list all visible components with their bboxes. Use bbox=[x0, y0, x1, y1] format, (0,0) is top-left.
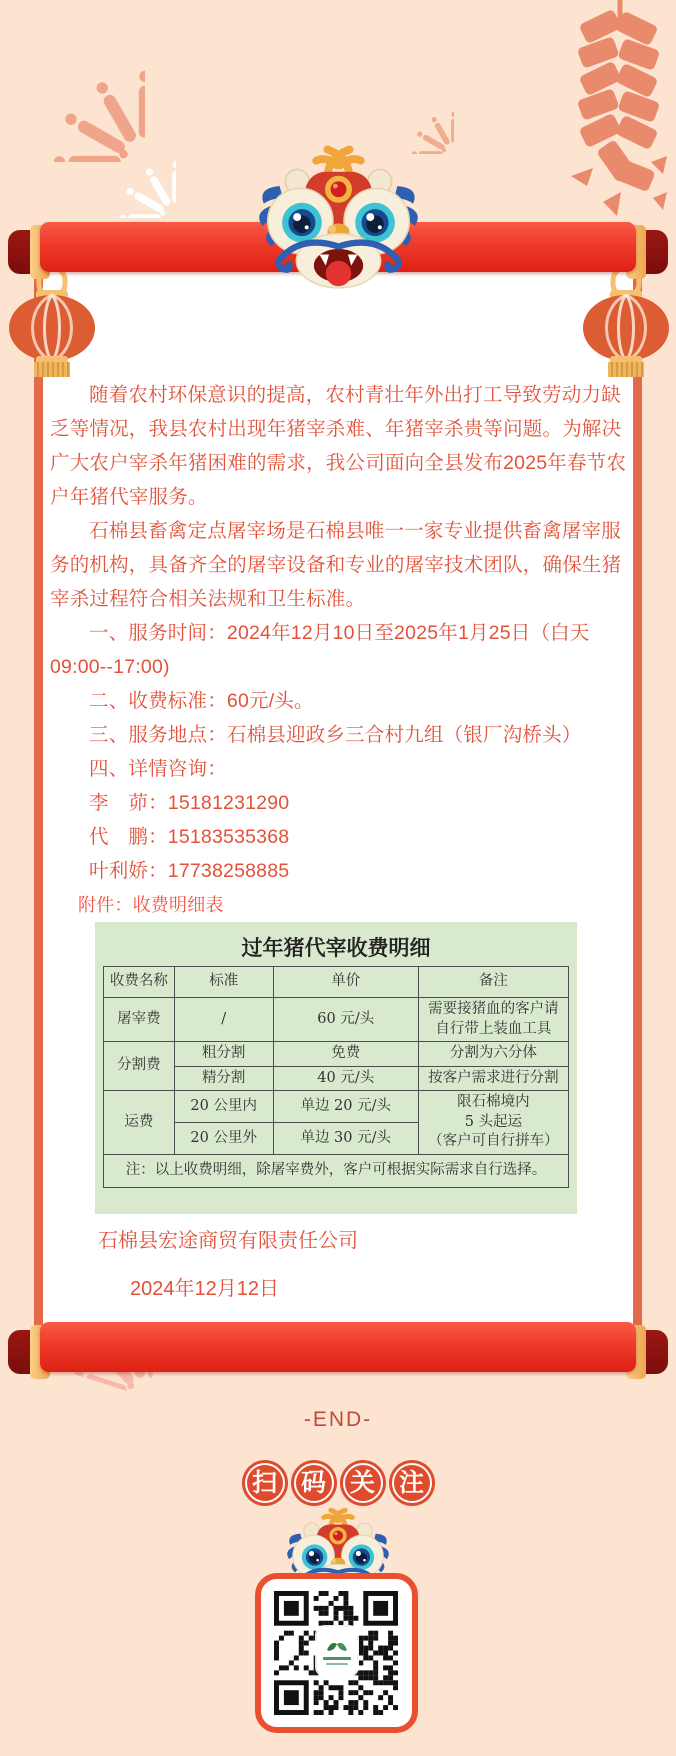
col-header: 单价 bbox=[273, 967, 418, 998]
qr-center-logo bbox=[317, 1627, 357, 1675]
follow-badge bbox=[340, 1460, 386, 1506]
fee-table-panel bbox=[95, 922, 577, 1214]
note-line: 自行带上装血工具 bbox=[435, 1020, 552, 1037]
standard-cell: 20 公里外 bbox=[174, 1123, 273, 1155]
follow-badge bbox=[291, 1460, 337, 1506]
table-row bbox=[104, 1042, 569, 1067]
badge-char: 扫 bbox=[251, 1468, 277, 1497]
table-footnote: 注：以上收费明细，除屠宰费外，客户可根据实际需求自行选择。 bbox=[104, 1154, 569, 1187]
scroll-red-rod bbox=[40, 1322, 636, 1372]
standard-cell: / bbox=[174, 998, 273, 1042]
price-cell: 40 元/头 bbox=[273, 1066, 418, 1091]
table-row bbox=[104, 1091, 569, 1123]
table-header-row bbox=[104, 967, 569, 998]
contact-phone: 代 鹏：15183535368 bbox=[89, 826, 290, 848]
paragraph-company-intro: 石棉县畜禽定点屠宰场是石棉县唯一一家专业提供畜禽屠宰服务的机构，具备齐全的屠宰设备和专业的屠宰技术团队，确保生猪宰杀过程符合相关法规和卫生标准。 bbox=[50, 520, 622, 610]
service-time-item: 一、服务时间：2024年12月10日至2025年1月25日（白天09:00--17:00) bbox=[50, 622, 590, 678]
paragraph-intro: 随着农村环保意识的提高，农村青壮年外出打工导致劳动力缺乏等情况，我县农村出现年猪宰杀难、年猪宰杀贵等问题。为解决广大农户宰杀年猪困难的需求，我公司面向全县发布2025年春节农户年猪代宰服务。 bbox=[50, 384, 627, 508]
end-divider-label: -END- bbox=[303, 1408, 373, 1431]
table-row bbox=[104, 1066, 569, 1091]
note-line: 限石棉境内 bbox=[457, 1094, 530, 1111]
price-cell: 60 元/头 bbox=[273, 998, 418, 1042]
price-cell: 单边 30 元/头 bbox=[273, 1123, 418, 1155]
standard-cell: 精分割 bbox=[174, 1066, 273, 1091]
fee-name-cell: 运费 bbox=[104, 1091, 175, 1155]
standard-cell: 粗分割 bbox=[174, 1042, 273, 1067]
badge-char: 码 bbox=[300, 1468, 326, 1497]
follow-badge bbox=[242, 1460, 288, 1506]
note-cell: 分割为六分体 bbox=[418, 1042, 568, 1067]
firework-burst-top-left bbox=[0, 0, 145, 162]
standard-cell: 20 公里内 bbox=[174, 1091, 273, 1123]
scroll-bottom-bar bbox=[0, 1320, 676, 1390]
logo-text-line bbox=[323, 1657, 351, 1660]
firework-burst-white bbox=[58, 100, 176, 218]
table-row bbox=[104, 998, 569, 1042]
col-header: 收费名称 bbox=[104, 967, 175, 998]
leaf-logo-icon bbox=[325, 1638, 349, 1654]
badge-char: 注 bbox=[398, 1468, 424, 1497]
issue-date: 2024年12月12日 bbox=[130, 1278, 279, 1300]
note-cell bbox=[418, 1091, 568, 1155]
logo-text-line bbox=[326, 1663, 348, 1665]
scan-to-follow-badges bbox=[0, 1460, 676, 1506]
price-cell: 免费 bbox=[273, 1042, 418, 1067]
fee-table-title: 过年猪代宰收费明细 bbox=[241, 935, 431, 960]
note-line: 需要接猪血的客户请 bbox=[428, 1001, 559, 1017]
company-signature: 石棉县宏途商贸有限责任公司 bbox=[98, 1230, 358, 1252]
fee-table bbox=[103, 966, 569, 1188]
announcement-body bbox=[50, 378, 635, 922]
fee-name-cell: 分割费 bbox=[104, 1042, 175, 1091]
note-cell: 按客户需求进行分割 bbox=[418, 1066, 568, 1091]
fee-name-cell: 屠宰费 bbox=[104, 998, 175, 1042]
price-cell: 单边 20 元/头 bbox=[273, 1091, 418, 1123]
attachment-label: 附件：收费明细表 bbox=[78, 895, 224, 915]
col-header: 备注 bbox=[418, 967, 568, 998]
scroll-left-rail bbox=[34, 272, 43, 1326]
consult-item: 四、详情咨询： bbox=[89, 758, 227, 780]
note-line: 5 头起运 bbox=[464, 1113, 523, 1130]
table-footnote-row bbox=[104, 1154, 569, 1187]
badge-char: 关 bbox=[349, 1468, 375, 1497]
note-line: （客户可自行拼车） bbox=[428, 1133, 559, 1150]
contact-phone: 叶利娇：17738258885 bbox=[89, 860, 290, 882]
firecrackers-icon bbox=[563, 0, 673, 232]
contact-phone: 李 茆：15181231290 bbox=[89, 792, 290, 814]
note-cell bbox=[418, 998, 568, 1042]
service-location-item: 三、服务地点：石棉县迎政乡三合村九组（银厂沟桥头） bbox=[89, 724, 582, 746]
qr-code-card bbox=[255, 1573, 418, 1733]
fee-standard-item: 二、收费标准：60元/头。 bbox=[89, 690, 314, 712]
lion-head-icon bbox=[251, 140, 426, 291]
col-header: 标准 bbox=[174, 967, 273, 998]
follow-badge bbox=[389, 1460, 435, 1506]
